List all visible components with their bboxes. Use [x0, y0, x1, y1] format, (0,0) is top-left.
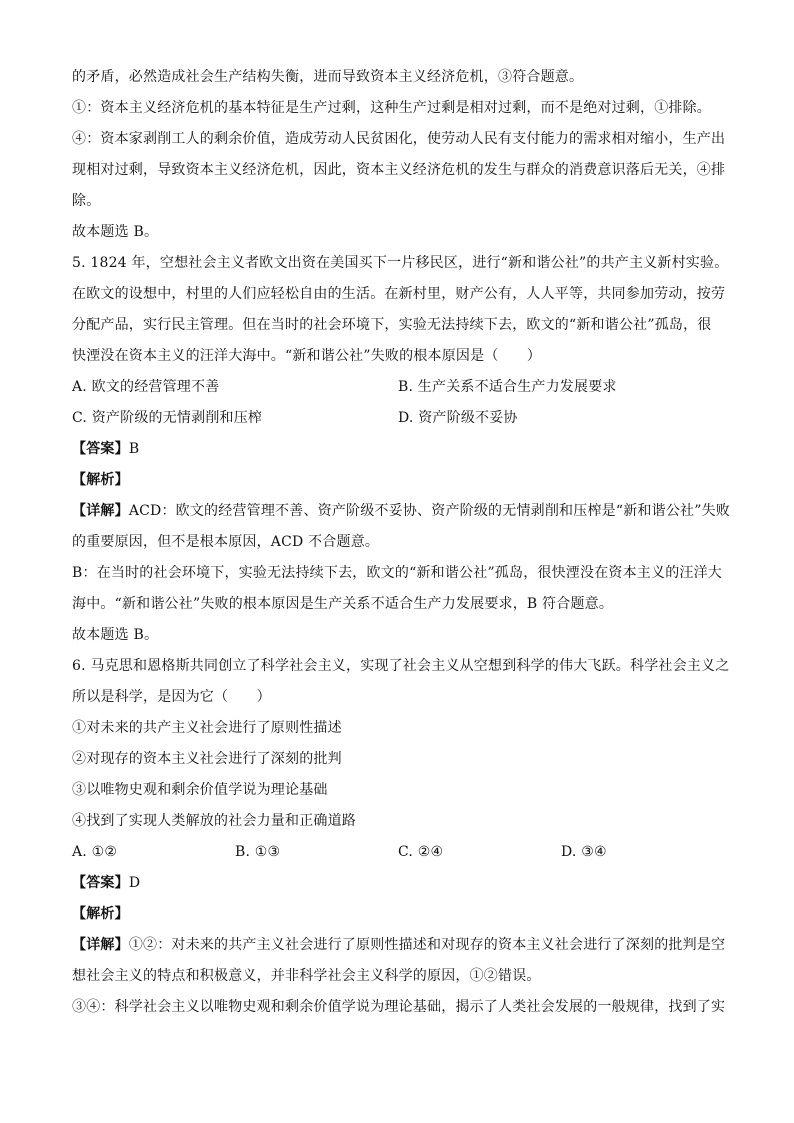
q5-stem: 在欧文的设想中，村里的人们应轻松自由的生活。在新村里，财产公有，人人平等，共同参加劳动，按劳 — [72, 286, 726, 302]
q5-detail-line: 海中。“新和谐公社”失败的根本原因是生产关系不适合生产力发展要求，B 符合题意。 — [72, 596, 614, 612]
q5-answer — [72, 434, 724, 465]
q6-stem: 所以是科学，是因为它（ ） — [72, 689, 271, 705]
q6-option-d: D. ③④ — [561, 844, 607, 860]
prev-text-line: ④：资本家剥削工人的剩余价值，造成劳动人民贫困化，使劳动人民有支付能力的需求相对缩小，生产出 — [72, 131, 726, 147]
q6-statement: ③以唯物史观和剩余价值学说为理论基础 — [72, 782, 328, 798]
q6-detail-line — [72, 930, 724, 961]
q5-conclusion: 故本题选 B。 — [72, 627, 159, 643]
detail-tag: 【详解】 — [72, 503, 129, 519]
prev-text-line: 现相对过剩，导致资本主义经济危机，因此，资本主义经济危机的发生与群众的消费意识落后无关，④排 — [72, 162, 726, 178]
answer-value: B — [128, 441, 140, 457]
q6-detail-line: 想社会主义的特点和积极意义，并非科学社会主义科学的原因，①②错误。 — [72, 968, 541, 984]
q5-stem: 分配产品，实行民主管理。但在当时的社会环境下，实验无法持续下去，欧文的“新和谐公社”孤岛，很 — [72, 317, 712, 333]
q5-options-row-2 — [72, 403, 724, 434]
q6-detail-line: ③④：科学社会主义以唯物史观和剩余价值学说为理论基础，揭示了人类社会发展的一般规律，找到了实 — [72, 999, 726, 1015]
answer-tag: 【答案】 — [72, 875, 129, 891]
document-page — [72, 62, 730, 1023]
q6-stem: 6. 马克思和恩格斯共同创立了科学社会主义，实现了社会主义从空想到科学的伟大飞跃。科学社会主义之 — [72, 658, 730, 674]
answer-value: D — [128, 875, 141, 891]
q6-option-c: C. ②④ — [398, 844, 444, 860]
q6-statement: ②对现存的资本主义社会进行了深刻的批判 — [72, 751, 342, 767]
q5-detail-text: ACD：欧文的经营管理不善、资产阶级不妥协、资产阶级的无情剥削和压榨是“新和谐公社”失败 — [128, 503, 730, 519]
q6-answer — [72, 868, 724, 899]
analysis-tag: 【解析】 — [72, 472, 129, 488]
prev-text-line: ①：资本主义经济危机的基本特征是生产过剩，这种生产过剩是相对过剩，而不是绝对过剩，①排除。 — [72, 100, 711, 116]
q5-option-d: D. 资产阶级不妥协 — [398, 410, 518, 426]
prev-conclusion: 故本题选 B。 — [72, 224, 159, 240]
q5-detail-line — [72, 496, 730, 527]
answer-tag: 【答案】 — [72, 441, 129, 457]
q6-option-b: B. ①③ — [235, 844, 281, 860]
q6-statement: ④找到了实现人类解放的社会力量和正确道路 — [72, 813, 356, 829]
prev-text-line: 除。 — [72, 193, 101, 209]
q5-detail-line: B：在当时的社会环境下，实验无法持续下去，欧文的“新和谐公社”孤岛，很快湮没在资本主义的汪洋大 — [72, 565, 722, 581]
q5-option-b: B. 生产关系不适合生产力发展要求 — [398, 379, 617, 395]
q5-option-c: C. 资产阶级的无情剥削和压榨 — [72, 410, 263, 426]
q6-options-row — [72, 837, 724, 868]
detail-tag: 【详解】 — [72, 937, 129, 953]
q6-analysis — [72, 899, 724, 930]
q5-detail-line: 的重要原因，但不是根本原因，ACD 不合题意。 — [72, 534, 380, 550]
q5-stem: 快湮没在资本主义的汪洋大海中。“新和谐公社”失败的根本原因是（ ） — [72, 348, 542, 364]
q6-detail-text: ①②：对未来的共产主义社会进行了原则性描述和对现存的资本主义社会进行了深刻的批判是空 — [128, 937, 726, 953]
prev-text-line: 的矛盾，必然造成社会生产结构失衡，进而导致资本主义经济危机，③符合题意。 — [72, 69, 584, 85]
q5-analysis — [72, 465, 724, 496]
q6-statement: ①对未来的共产主义社会进行了原则性描述 — [72, 720, 342, 736]
q5-stem: 5. 1824 年，空想社会主义者欧文出资在美国买下一片移民区，进行“新和谐公社”的共产主义新村实验。 — [72, 255, 729, 271]
q6-option-a: A. ①② — [72, 844, 118, 860]
q5-option-a: A. 欧文的经营管理不善 — [72, 379, 220, 395]
analysis-tag: 【解析】 — [72, 906, 129, 922]
q5-options-row-1 — [72, 372, 724, 403]
